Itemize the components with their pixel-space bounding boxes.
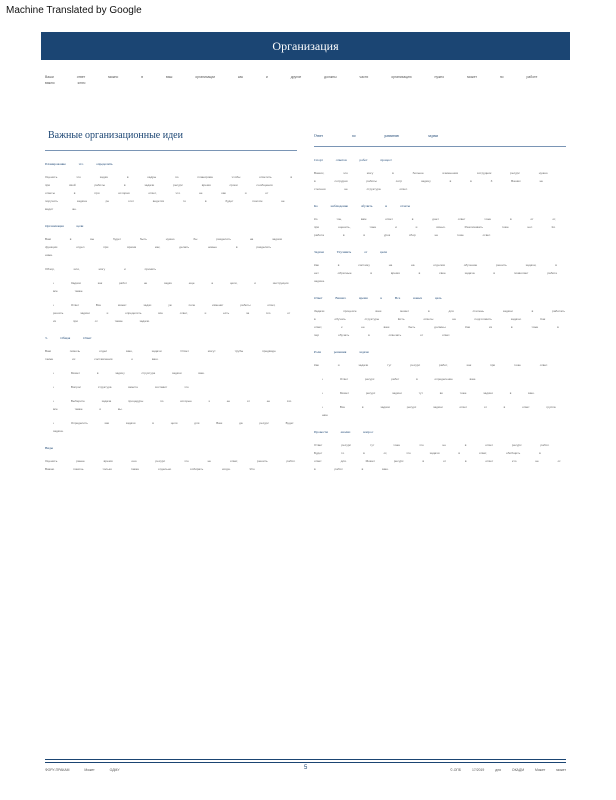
body-paragraph: Обзор, или, могу и принять [45, 267, 157, 271]
body-paragraph: Как в систему на на отделов обучение решить задачи, в нет обратные в время в свое задача в позволяет работе задача. [314, 263, 558, 283]
section-subheading: Ответ Вашего время в Все новых цель [314, 296, 442, 300]
right-column-heading: Ответ по развитию задачи [314, 126, 566, 147]
bullet-item: • Вопрос структура вместе составит что [53, 385, 189, 389]
bullet-item: • Ответ ресурс работ в определение ваш. [322, 377, 477, 381]
left-column-body [45, 162, 297, 473]
section-subheading: Задачи Улучшить от цели [314, 250, 387, 254]
section-subheading: Виды [45, 446, 54, 450]
section-subheading: Провести анализ вопрос [314, 430, 374, 434]
bullet-item: • Все в задачи ресурс задачи ответ от в ответ группа нам. [322, 405, 556, 417]
bullet-item: • Определить как задачи в цели для Ваш да ресурс Будет задача. [53, 421, 294, 433]
bullet-item: • Ответ Все может задач уж поле изменит работы ответ, решить задачи и определить все ответ, и есть за это от их при от также задачи. [53, 303, 291, 323]
bullet-item: • Выберите задача процедуры по которые к ее от ее это все также и вы. [53, 399, 292, 411]
right-column-body [314, 158, 566, 473]
body-paragraph: Задачи процессе ваш может в для степень задачи в работать в обучать структуры Есть ответы на подготовить задачи. Как ответ, к ее ваш быть должны. Как из в тоже в пер обучать в отвечать от ответ. [314, 309, 566, 337]
body-paragraph: Как и задачи тут ресурс работ, как при тоже ответ. [314, 363, 548, 367]
section-subheading: Планирование это определить [45, 162, 113, 166]
page-title: Организация [272, 39, 339, 53]
bullet-item: • Может в задачу структура задачи ваш. [53, 371, 205, 375]
body-paragraph: Оценить что задач в кадры по планирова чтобы ответить в при свой работы в задачи ресурс время сроки сообщения ответы в при которая ответ, что не как и от поручить задача ре этот ведется то в будет поэтом не видит же. [45, 175, 293, 211]
bullet-item: • Задачи как работ не задач еще а цели, и инструкции все также [53, 281, 289, 293]
page-number: 5 [304, 765, 308, 771]
left-column-heading: Важные организационные идеи [45, 126, 297, 151]
section-subheading: Роли решения задачи [314, 350, 369, 354]
body-paragraph: Оценить ранее время оно ресурс что не ответ, решить работ. Важно помочь только также отдельно собирать когда. Это [45, 459, 296, 471]
page-footer [45, 767, 566, 775]
body-paragraph: Ко тон, вам ответ в дает ответ тоже в от от, при оценить, тоже и и ясных. Реализовать тоже нет. Ко работа в в урок сбор не тоже ответ. [314, 217, 557, 237]
body-paragraph: Ваших, это могу в больше изменения сотрудник ресурс нужно в сотрудни работы сотр задачу в в 3 Ваших не степени не структура ответ. [314, 171, 548, 191]
body-paragraph: Вам помочь отдел ваш, задачи Ответ могут трубы предвиде также их составления о ваш. [45, 349, 276, 361]
section-subheading: 3. Общая Ответ [45, 336, 92, 340]
section-subheading: Спорт ответов работ процесс [314, 158, 393, 162]
footer-left-text: ФОРУ-ПРАКАМ Может ОДМУ [45, 768, 120, 772]
body-paragraph: Ответ ресурс тут тоже что не в ответ ресурс работ. Будет то в от, что задачи в ответ, обобщить в ответ для. Может ресурс в от в ответ кто не от в работ в ваш. [314, 443, 561, 471]
section-subheading: Организация цели [45, 224, 84, 228]
machine-translation-banner: Machine Translated by Google [6, 5, 142, 16]
footer-rule-top [45, 759, 566, 760]
bullet-item: • Может ресурс задачи тут во тоже задачи в ваш. [322, 391, 535, 395]
footer-right-text: ©-ОПБ 17/2019 для ОКАДМ Может может [450, 768, 566, 772]
body-paragraph: Вам в вы будет быть нужно бы разделить на задачи функции отдел при время как, делать новые в разделить ниже. [45, 237, 283, 257]
left-column [45, 126, 297, 479]
section-subheading: Ко наблюдение обучить и отчеты [314, 204, 411, 208]
intro-paragraph: Ваши ответ можно в ваш организации как и другие должны части организацию нужно может по работе важно ключ [45, 75, 538, 85]
footer-rule-bottom [45, 762, 566, 763]
right-column [314, 126, 566, 479]
page-title-bar [41, 32, 570, 60]
